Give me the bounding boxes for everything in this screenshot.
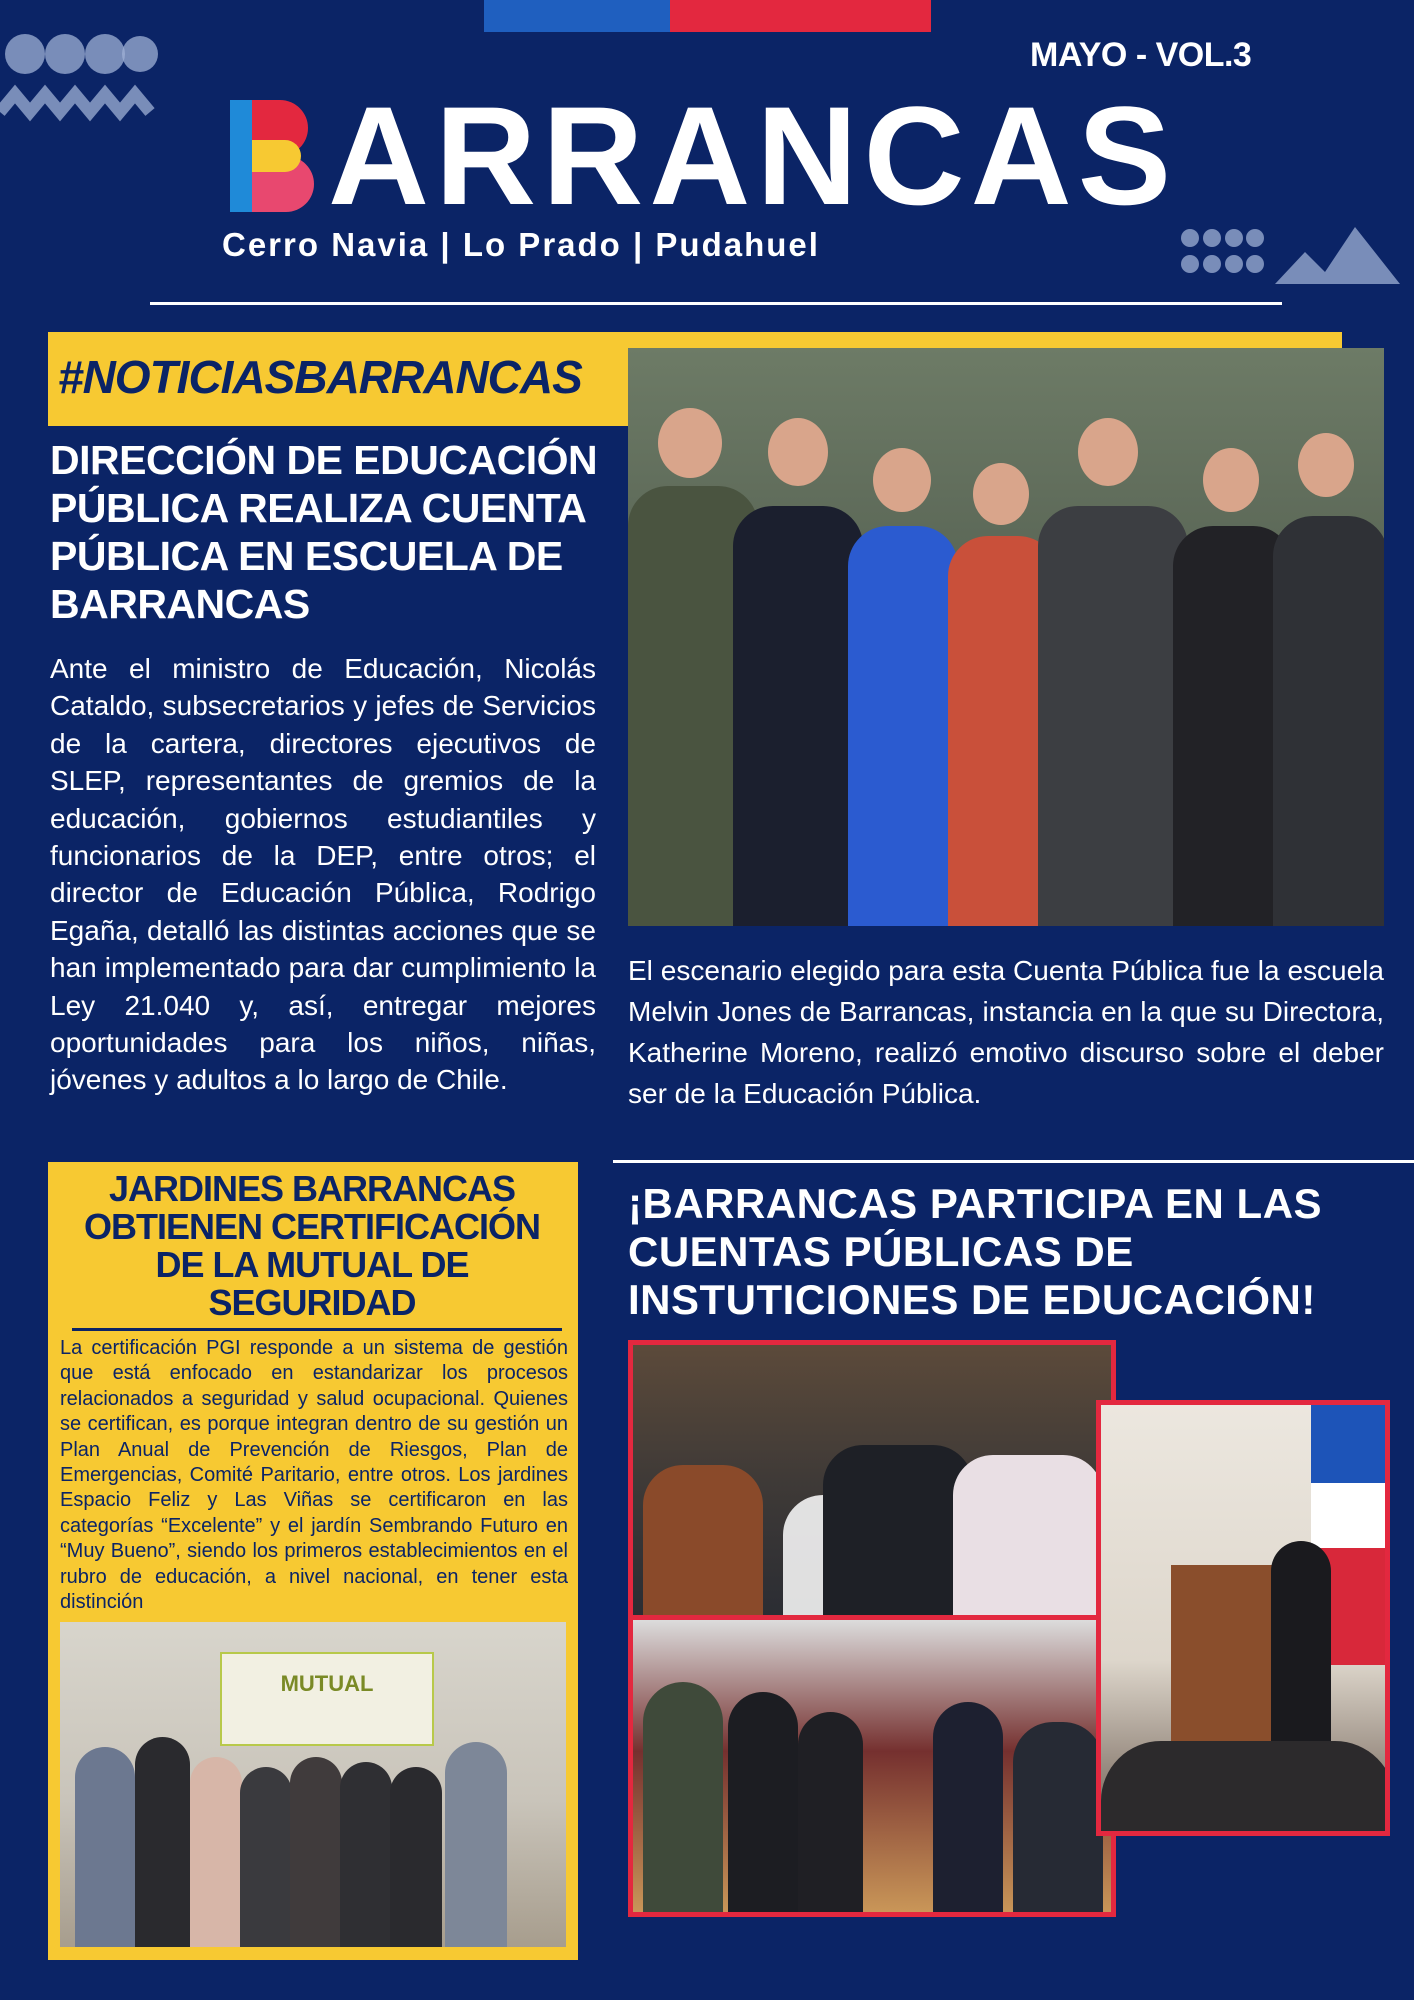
article-body-certificacion: La certificación PGI responde a un sistema de gestión que está enfocado en estandarizar los procesos relacionados a seguridad y salud ocupacional. Quienes se certifican, es porque integran dentro de su gestión un Plan Anual de Prevención de Riesgos, Plan de Emergencias, Comité Paritario, entre otros. Los jardines Espacio Feliz y Las Viñas se certificaron en las categorías “Excelente” y el jardín Sembrando Futuro en “Muy Bueno”, siendo los primeros establecimientos en el rubro de educación, a nivel nacional, en tener esta distinción — [60, 1337, 568, 1614]
article-headline-cuenta-publica: DIRECCIÓN DE EDUCACIÓN PÚBLICA REALIZA CUENTA PÚBLICA EN ESCUELA DE BARRANCAS — [50, 437, 598, 627]
section-divider — [613, 1160, 1414, 1163]
article-headline-certificacion: JARDINES BARRANCAS OBTIENEN CERTIFICACIÓN DE LA MUTUAL DE SEGURIDAD — [83, 1168, 540, 1323]
mutual-sign: MUTUAL — [220, 1652, 434, 1746]
flag-stripe-red — [670, 0, 931, 32]
article-headline-participa: ¡BARRANCAS PARTICIPA EN LAS CUENTAS PÚBLICAS DE INSTUTICIONES DE EDUCACIÓN! — [628, 1180, 1323, 1323]
article-body-cuenta-publica: Ante el ministro de Educación, Nicolás Cataldo, subsecretarios y jefes de Servicios de la cartera, directores ejecutivos de SLEP, representantes de gremios de la educación, gobiernos estudiantiles y funcionarios de la DEP, entre otros; el director de Educación Pública, Rodrigo Egaña, detalló las distintas acciones que se han implementado para dar cumplimiento la Ley 21.040 y, así, entregar mejores oportunidades para los niños, niñas, jóvenes y adultos a lo largo de Chile. — [50, 653, 596, 1096]
photo-audience-tables — [628, 1340, 1116, 1620]
group-photo-officials — [628, 348, 1384, 926]
photo-auditorium-group — [628, 1615, 1116, 1917]
hashtag-label: #NOTICIASBARRANCAS — [58, 351, 582, 403]
group-photo-certification — [60, 1622, 566, 1947]
flag-stripe-blue — [484, 0, 670, 32]
barrancas-logo-icon — [230, 100, 320, 212]
issue-label: MAYO - VOL.3 — [1030, 36, 1252, 74]
headline-underline — [72, 1328, 562, 1331]
banner-strip — [630, 332, 1342, 348]
decorative-waves-icon — [0, 32, 160, 127]
masthead-title: ARRANCAS — [328, 77, 1178, 234]
photo-caption-escuela: El escenario elegido para esta Cuenta Pública fue la escuela Melvin Jones de Barrancas, instancia en la que su Directora, Katherine Moreno, realizó emotivo discurso sobre el deber ser de la Educación Pública. — [628, 955, 1384, 1109]
decorative-mountains-icon — [1175, 222, 1414, 287]
masthead-subtitle: Cerro Navia | Lo Prado | Pudahuel — [222, 226, 820, 263]
photo-speaker-podium — [1096, 1400, 1390, 1836]
header-divider — [150, 302, 1282, 305]
